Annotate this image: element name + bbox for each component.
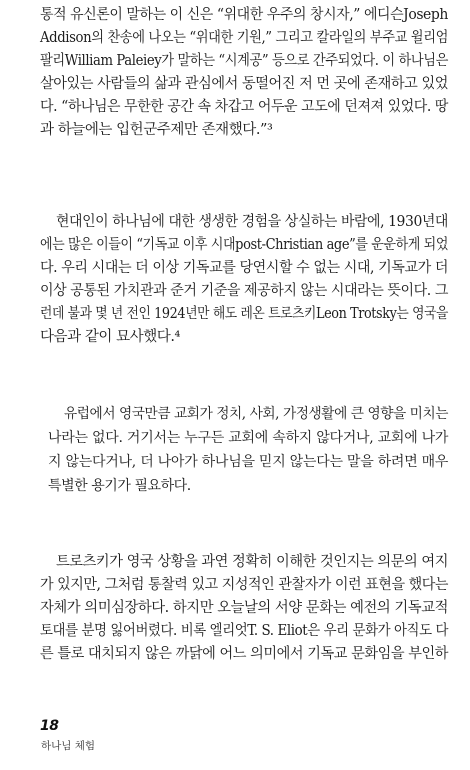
paragraph-2 xyxy=(40,211,448,349)
text-line: 지 않는다거나, 더 나아가 하나님을 믿지 않는다는 말을 하려면 매우 xyxy=(48,454,449,470)
text-line: 나라는 없다. 거기서는 누구든 교회에 속하지 않다거나, 교회에 나가 xyxy=(48,430,449,446)
text-line: 과 하늘에는 입헌군주제만 존재했다.”³ xyxy=(40,122,273,138)
text-line: 른 틀로 대치되지 않은 까닭에 어느 의미에서 기독교 문화임을 부인하 xyxy=(40,646,448,662)
text-line: 다. “하나님은 무한한 공간 속 차갑고 어두운 고도에 던져져 있었다. 땅 xyxy=(40,99,448,115)
text-line: 다음과 같이 묘사했다.⁴ xyxy=(40,329,180,345)
text-line: 에는 많은 이들이 “기독교 이후 시대post-Christian age”를 운운하게 되었 xyxy=(40,237,448,253)
text-line: 특별한 용기가 필요하다. xyxy=(48,478,191,494)
text-line: 토대를 분명 잃어버렸다. 비록 엘리엇T. S. Eliot은 우리 문화가 아직도 다 xyxy=(40,623,448,639)
text-line: 트로츠키가 영국 상황을 과연 정확히 이해한 것인지는 의문의 여지 xyxy=(56,554,449,570)
block-quote xyxy=(40,402,448,498)
text-line: 런데 불과 몇 년 전인 1924년만 해도 레온 트로츠키Leon Trotsky는 영국을 xyxy=(40,306,449,322)
text-line: 팔리William Paleiey가 말하는 “시계공” 등으로 간주되었다. 이 하나님은 xyxy=(40,53,449,69)
text-line: 가 있지만, 그처럼 통찰력 있고 지성적인 관찰자가 이런 표현을 했다는 xyxy=(40,577,449,593)
running-footer-title: 하나님 체험 xyxy=(41,740,96,752)
text-line: 유럽에서 영국만큼 교회가 정치, 사회, 가정생활에 큰 영향을 미치는 xyxy=(64,406,449,422)
paragraph-1 xyxy=(40,4,448,142)
text-line: 다. 우리 시대는 더 이상 기독교를 당연시할 수 없는 시대, 기독교가 더 xyxy=(40,260,449,276)
text-line: Addison의 찬송에 나오는 “위대한 기원,” 그리고 칼라일의 부주교 윌리엄 xyxy=(40,30,448,46)
text-line: 이상 공통된 가치관과 준거 기준을 제공하지 않는 시대라는 뜻이다. 그 xyxy=(40,283,449,299)
text-line: 자체가 의미심장하다. 하지만 오늘날의 서양 문화는 예전의 기독교적 xyxy=(40,600,449,616)
text-line: 살아있는 사람들의 삶과 관심에서 동떨어진 저 먼 곳에 존재하고 있었 xyxy=(40,76,448,92)
text-line: 통적 유신론이 말하는 이 신은 “위대한 우주의 창시자,” 에디슨Joseph xyxy=(40,7,448,23)
paragraph-3 xyxy=(40,551,448,666)
text-line: 현대인이 하나님에 대한 생생한 경험을 상실하는 바람에, 1930년대 xyxy=(56,214,448,230)
page-number: 18 xyxy=(40,718,59,734)
